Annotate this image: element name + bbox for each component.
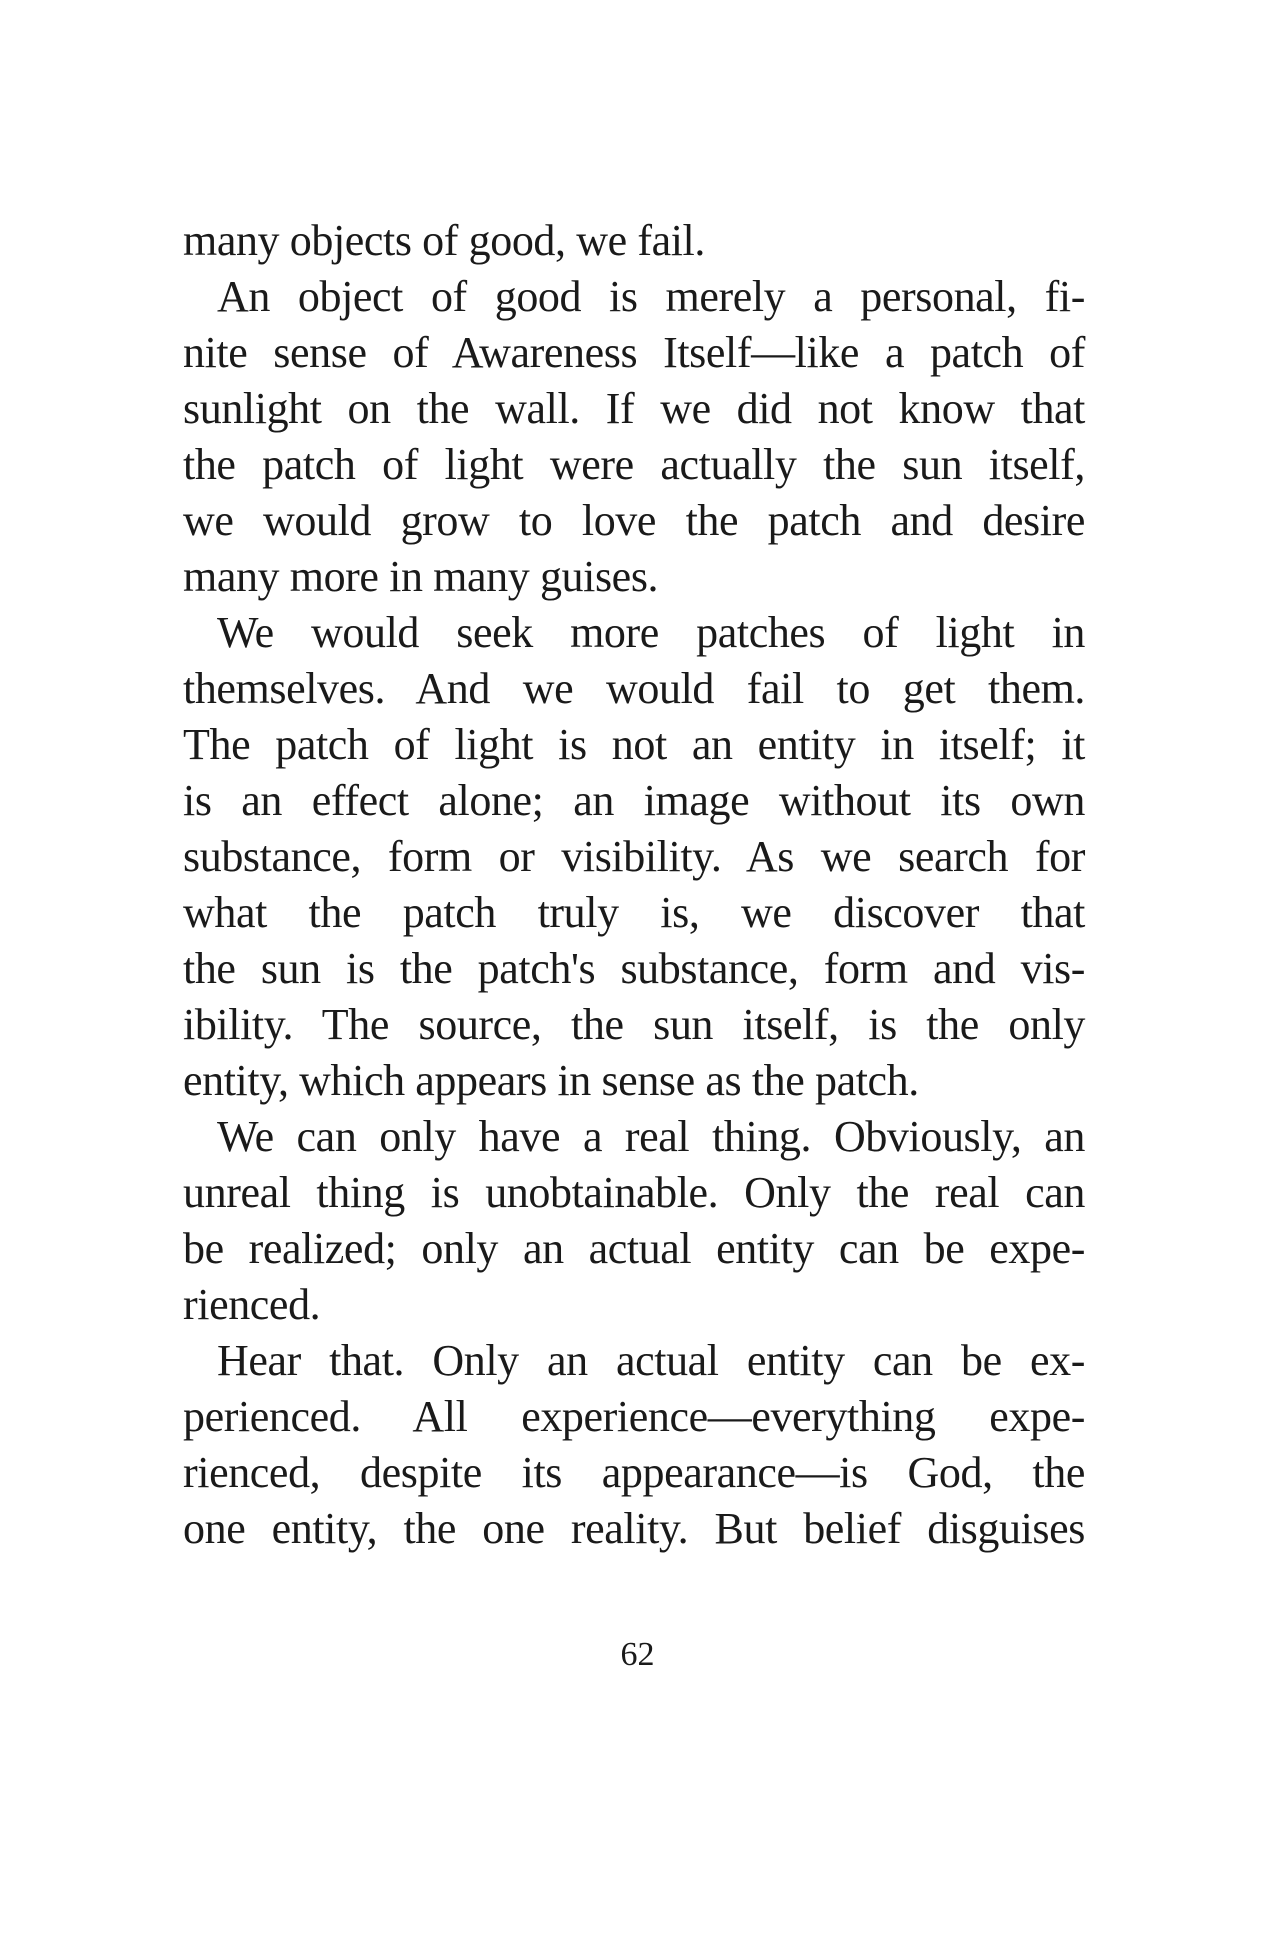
text-line: be realized; only an actual entity can be expe- (183, 1224, 1085, 1273)
page-number: 62 (620, 1636, 655, 1673)
text-line: is an effect alone; an image without its own (183, 776, 1085, 825)
text-line: The patch of light is not an entity in itself; it (183, 720, 1085, 769)
text-line: rienced, despite its appearance—is God, the (183, 1448, 1085, 1497)
text-line: perienced. All experience—everything expe- (183, 1392, 1085, 1441)
text-line: We would seek more patches of light in (217, 608, 1085, 657)
text-line: many more in many guises. (183, 552, 659, 601)
text-line: unreal thing is unobtainable. Only the real can (183, 1168, 1085, 1217)
text-line: We can only have a real thing. Obviously, an (217, 1112, 1085, 1161)
page-body-text (183, 213, 1085, 1557)
text-line: ibility. The source, the sun itself, is the only (183, 1000, 1085, 1049)
text-line: themselves. And we would fail to get them. (183, 664, 1085, 713)
text-line: entity, which appears in sense as the patch. (183, 1056, 919, 1105)
text-line: An object of good is merely a personal, fi- (217, 272, 1085, 321)
text-line: nite sense of Awareness Itself—like a patch of (183, 328, 1085, 377)
text-line: the sun is the patch's substance, form and vis- (183, 944, 1085, 993)
text-line: sunlight on the wall. If we did not know that (183, 384, 1085, 433)
text-line: Hear that. Only an actual entity can be ex- (217, 1336, 1085, 1385)
text-line: one entity, the one reality. But belief disguises (183, 1504, 1085, 1553)
text-line: what the patch truly is, we discover that (183, 888, 1085, 937)
text-line: the patch of light were actually the sun itself, (183, 440, 1085, 489)
text-line: many objects of good, we fail. (183, 216, 705, 265)
text-line: we would grow to love the patch and desire (183, 496, 1085, 545)
text-line: rienced. (183, 1280, 321, 1329)
text-line: substance, form or visibility. As we search for (183, 832, 1085, 881)
